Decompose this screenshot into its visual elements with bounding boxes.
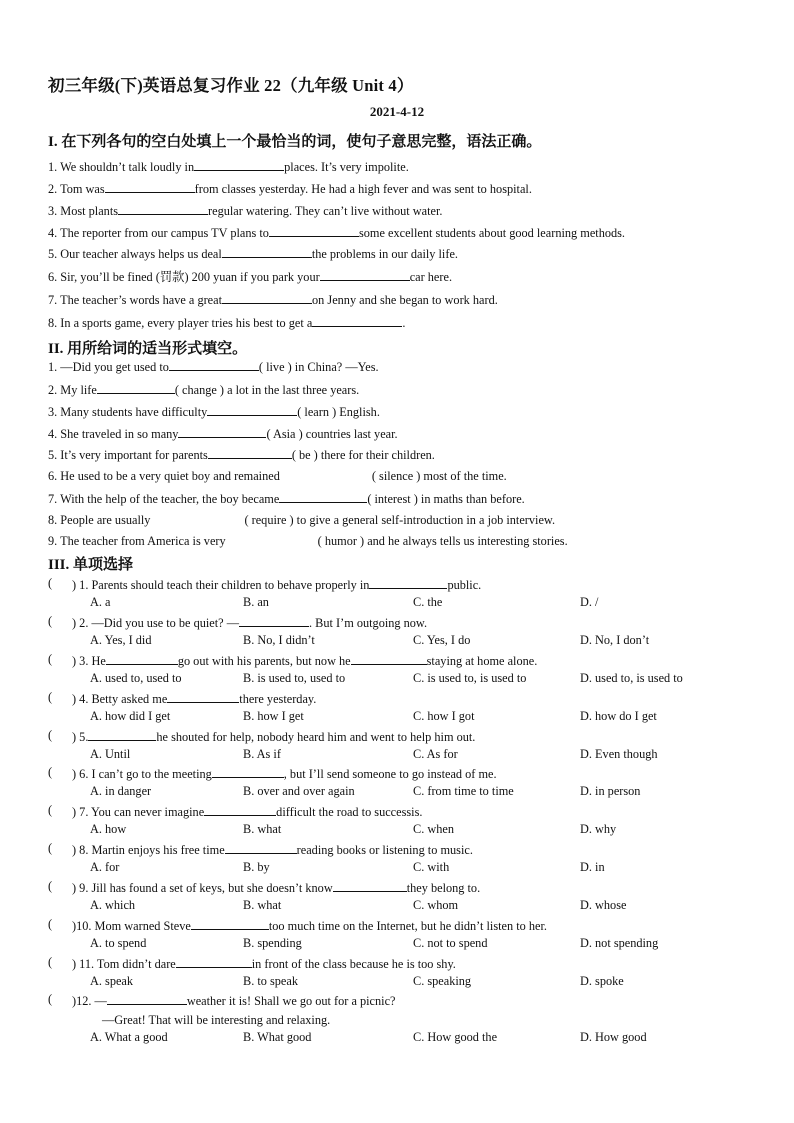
- mc-question: [72, 765, 497, 782]
- option-d[interactable]: D. in: [580, 860, 605, 874]
- page-date: 2021-4-12: [369, 104, 425, 119]
- question-text: ) 1. Parents should teach their children to behave properly in: [72, 578, 370, 592]
- section-1-heading: I. 在下列各句的空白处填上一个最恰当的词，使句子意思完整，语法正确。: [48, 134, 542, 150]
- mc-question: [72, 652, 537, 669]
- answer-blank[interactable]: [169, 358, 259, 371]
- fill-blank-item: [48, 268, 452, 285]
- option-b[interactable]: B. over and over again: [243, 784, 355, 798]
- question-text: difficult the road to successis.: [276, 805, 423, 819]
- answer-blank[interactable]: [369, 576, 447, 589]
- page-title: 初三年级(下)英语总复习作业 22（九年级 Unit 4）: [48, 76, 414, 95]
- option-b[interactable]: B. No, I didn’t: [243, 633, 315, 647]
- question-text: ( interest ) in maths than before.: [367, 492, 525, 506]
- question-text: they belong to.: [406, 881, 481, 895]
- question-text: ) 5.: [72, 730, 89, 744]
- section-2-heading: II. 用所给词的适当形式填空。: [48, 341, 248, 357]
- question-text: reading books or listening to music.: [296, 843, 473, 857]
- question-text: ) 6. I can’t go to the meeting: [72, 767, 212, 781]
- mc-question: [72, 879, 480, 896]
- option-d[interactable]: D. Even though: [580, 747, 658, 761]
- option-b[interactable]: B. by: [243, 860, 270, 874]
- option-a[interactable]: A. Until: [90, 747, 131, 761]
- option-b[interactable]: B. to speak: [243, 974, 298, 988]
- question-text: too much time on the Internet, but he didn’t listen to her.: [268, 919, 547, 933]
- answer-bracket[interactable]: (: [48, 879, 53, 893]
- question-text: 7. The teacher’s words have a great: [48, 293, 223, 307]
- answer-blank[interactable]: [106, 652, 178, 665]
- answer-blank[interactable]: [105, 180, 195, 193]
- fill-blank-item: [48, 202, 443, 219]
- question-text: 6. He used to be a very quiet boy and remained: [48, 469, 280, 483]
- question-text: )10. Mom warned Steve: [72, 919, 191, 933]
- option-d[interactable]: D. How good: [580, 1030, 647, 1044]
- answer-bracket[interactable]: (: [48, 765, 53, 779]
- question-text: ( humor ) and he always tells us interesting stories.: [317, 534, 568, 548]
- answer-bracket[interactable]: (: [48, 803, 53, 817]
- question-text: some excellent students about good learning methods.: [358, 226, 626, 240]
- question-text: public.: [447, 578, 482, 592]
- mc-question: [72, 803, 422, 820]
- question-text: ( Asia ) countries last year.: [266, 427, 398, 441]
- question-text: ) 7. You can never imagine: [72, 805, 205, 819]
- answer-blank[interactable]: [176, 955, 252, 968]
- option-a[interactable]: A. used to, used to: [90, 671, 182, 685]
- question-text: , but I’ll send someone to go instead of me.: [283, 767, 497, 781]
- answer-bracket[interactable]: (: [48, 576, 53, 590]
- fill-blank-item: [48, 158, 409, 175]
- question-text: in front of the class because he is too shy.: [251, 957, 456, 971]
- question-text: 3. Most plants: [48, 204, 119, 218]
- fill-blank-item: [48, 291, 498, 308]
- option-b[interactable]: B. an: [243, 595, 269, 609]
- option-d[interactable]: D. whose: [580, 898, 627, 912]
- option-a[interactable]: A. how: [90, 822, 127, 836]
- option-c[interactable]: C. whom: [413, 898, 459, 912]
- option-d[interactable]: D. used to, is used to: [580, 671, 683, 685]
- answer-bracket[interactable]: (: [48, 652, 53, 666]
- option-c[interactable]: C. how I got: [413, 709, 475, 723]
- question-text: staying at home alone.: [426, 654, 538, 668]
- word-form-item: [48, 425, 398, 442]
- question-text: ) 2. —Did you use to be quiet? —: [72, 616, 240, 630]
- option-a[interactable]: A. a: [90, 595, 111, 609]
- question-text: 3. Many students have difficulty: [48, 405, 208, 419]
- question-text: places. It’s very impolite.: [284, 160, 409, 174]
- word-form-item: [48, 490, 525, 507]
- question-text: 4. She traveled in so many: [48, 427, 179, 441]
- question-text: . But I’m outgoing now.: [309, 616, 428, 630]
- question-text: there yesterday.: [239, 692, 317, 706]
- option-d[interactable]: D. how do I get: [580, 709, 657, 723]
- question-text: ) 11. Tom didn’t dare: [72, 957, 176, 971]
- word-form-item: [48, 468, 507, 484]
- option-a[interactable]: A. in danger: [90, 784, 152, 798]
- answer-blank[interactable]: [194, 158, 284, 171]
- option-b[interactable]: B. spending: [243, 936, 302, 950]
- option-c[interactable]: C. the: [413, 595, 443, 609]
- answer-blank[interactable]: [204, 803, 276, 816]
- option-c[interactable]: C. As for: [413, 747, 458, 761]
- answer-blank[interactable]: [320, 268, 410, 281]
- option-a[interactable]: A. to spend: [90, 936, 147, 950]
- option-c[interactable]: C. is used to, is used to: [413, 671, 527, 685]
- word-form-item: [48, 512, 555, 528]
- question-text: 2. My life: [48, 383, 97, 397]
- option-a[interactable]: A. which: [90, 898, 136, 912]
- answer-blank[interactable]: [239, 614, 309, 627]
- answer-blank[interactable]: [97, 381, 175, 394]
- question-text: 1. —Did you get used to: [48, 360, 169, 374]
- question-text: )12. —: [72, 994, 107, 1008]
- mc-question: [72, 690, 316, 707]
- word-form-item: [48, 403, 380, 420]
- answer-blank[interactable]: [351, 652, 427, 665]
- question-text: 4. The reporter from our campus TV plans to: [48, 226, 269, 240]
- option-c[interactable]: C. with: [413, 860, 450, 874]
- section-3-heading: III. 单项选择: [48, 557, 134, 573]
- question-text: 1. We shouldn’t talk loudly in: [48, 160, 195, 174]
- answer-blank[interactable]: [207, 403, 297, 416]
- option-a[interactable]: A. What a good: [90, 1030, 168, 1044]
- fill-blank-item: [48, 180, 532, 197]
- mc-question: [72, 728, 475, 745]
- word-form-item: [48, 381, 359, 398]
- option-b[interactable]: B. As if: [243, 747, 281, 761]
- answer-bracket[interactable]: (: [48, 841, 53, 855]
- option-b[interactable]: B. how I get: [243, 709, 304, 723]
- option-a[interactable]: A. Yes, I did: [90, 633, 152, 647]
- option-d[interactable]: D. why: [580, 822, 617, 836]
- option-b[interactable]: B. is used to, used to: [243, 671, 346, 685]
- question-text: 7. With the help of the teacher, the boy became: [48, 492, 280, 506]
- option-d[interactable]: D. /: [580, 595, 599, 609]
- answer-blank[interactable]: [269, 224, 359, 237]
- question-text: ) 4. Betty asked me: [72, 692, 168, 706]
- answer-blank[interactable]: [312, 314, 402, 327]
- question-text: 5. It’s very important for parents: [48, 448, 208, 462]
- question-text: ( require ) to give a general self-introduction in a job interview.: [244, 513, 556, 527]
- option-c[interactable]: C. from time to time: [413, 784, 514, 798]
- answer-blank[interactable]: [333, 879, 407, 892]
- question-text: 5. Our teacher always helps us deal: [48, 247, 222, 261]
- option-c[interactable]: C. when: [413, 822, 454, 836]
- question-text: car here.: [409, 270, 453, 284]
- question-text: ( silence ) most of the time.: [371, 469, 507, 483]
- mc-question: [72, 955, 456, 972]
- answer-blank[interactable]: [178, 425, 266, 438]
- mc-question: [72, 614, 427, 631]
- option-b[interactable]: B. what: [243, 822, 282, 836]
- mc-question: [72, 841, 473, 858]
- option-a[interactable]: A. speak: [90, 974, 134, 988]
- question-text: —Great! That will be interesting and relaxing.: [102, 1013, 331, 1027]
- question-text: he shouted for help, nobody heard him and went to help him out.: [156, 730, 476, 744]
- answer-bracket[interactable]: (: [48, 992, 53, 1006]
- option-b[interactable]: B. what: [243, 898, 282, 912]
- answer-blank[interactable]: [191, 917, 269, 930]
- answer-bracket[interactable]: (: [48, 690, 53, 704]
- question-text: ) 8. Martin enjoys his free time: [72, 843, 225, 857]
- question-text: ) 9. Jill has found a set of keys, but she doesn’t know: [72, 881, 333, 895]
- question-text: ) 3. He: [72, 654, 106, 668]
- question-text: ( change ) a lot in the last three years.: [174, 383, 360, 397]
- question-text: 9. The teacher from America is very: [48, 534, 226, 548]
- option-c[interactable]: C. speaking: [413, 974, 472, 988]
- mc-question: [72, 992, 395, 1009]
- option-c[interactable]: C. Yes, I do: [413, 633, 471, 647]
- answer-bracket[interactable]: (: [48, 614, 53, 628]
- word-form-item: [48, 446, 435, 463]
- answer-blank[interactable]: [212, 765, 284, 778]
- mc-question: [72, 917, 547, 934]
- option-a[interactable]: A. how did I get: [90, 709, 171, 723]
- question-text: from classes yesterday. He had a high fever and was sent to hospital.: [194, 182, 532, 196]
- question-text: ( be ) there for their children.: [291, 448, 435, 462]
- option-d[interactable]: D. No, I don’t: [580, 633, 650, 647]
- dialogue-reply: [102, 1012, 330, 1028]
- word-form-item: [48, 533, 568, 549]
- question-text: ( live ) in China? —Yes.: [258, 360, 379, 374]
- question-text: 2. Tom was: [48, 182, 105, 196]
- answer-blank[interactable]: [208, 446, 292, 459]
- fill-blank-item: [48, 224, 625, 241]
- answer-bracket[interactable]: (: [48, 955, 53, 969]
- answer-blank[interactable]: [225, 841, 297, 854]
- word-form-item: [48, 358, 379, 375]
- question-text: go out with his parents, but now he: [177, 654, 351, 668]
- question-text: on Jenny and she began to work hard.: [312, 293, 498, 307]
- option-c[interactable]: C. not to spend: [413, 936, 488, 950]
- fill-blank-item: [48, 245, 458, 262]
- question-text: the problems in our daily life.: [311, 247, 458, 261]
- question-text: regular watering. They can’t live without water.: [208, 204, 443, 218]
- fill-blank-item: [48, 314, 405, 331]
- question-text: 8. In a sports game, every player tries his best to get a: [48, 316, 313, 330]
- answer-blank[interactable]: [222, 245, 312, 258]
- question-text: 8. People are usually: [48, 513, 151, 527]
- answer-bracket[interactable]: (: [48, 917, 53, 931]
- question-text: weather it is! Shall we go out for a picnic?: [186, 994, 396, 1008]
- answer-bracket[interactable]: (: [48, 728, 53, 742]
- question-text: ( learn ) English.: [297, 405, 380, 419]
- option-a[interactable]: A. for: [90, 860, 120, 874]
- answer-blank[interactable]: [88, 728, 156, 741]
- option-d[interactable]: D. spoke: [580, 974, 624, 988]
- answer-blank[interactable]: [167, 690, 239, 703]
- mc-question: [72, 576, 481, 593]
- option-b[interactable]: B. What good: [243, 1030, 312, 1044]
- answer-blank[interactable]: [107, 992, 187, 1005]
- option-c[interactable]: C. How good the: [413, 1030, 498, 1044]
- question-text: .: [402, 316, 406, 330]
- answer-blank[interactable]: [279, 490, 367, 503]
- answer-blank[interactable]: [118, 202, 208, 215]
- question-text: 6. Sir, you’ll be fined (罚款) 200 yuan if you park your: [48, 270, 320, 284]
- answer-blank[interactable]: [222, 291, 312, 304]
- option-d[interactable]: D. in person: [580, 784, 641, 798]
- option-d[interactable]: D. not spending: [580, 936, 659, 950]
